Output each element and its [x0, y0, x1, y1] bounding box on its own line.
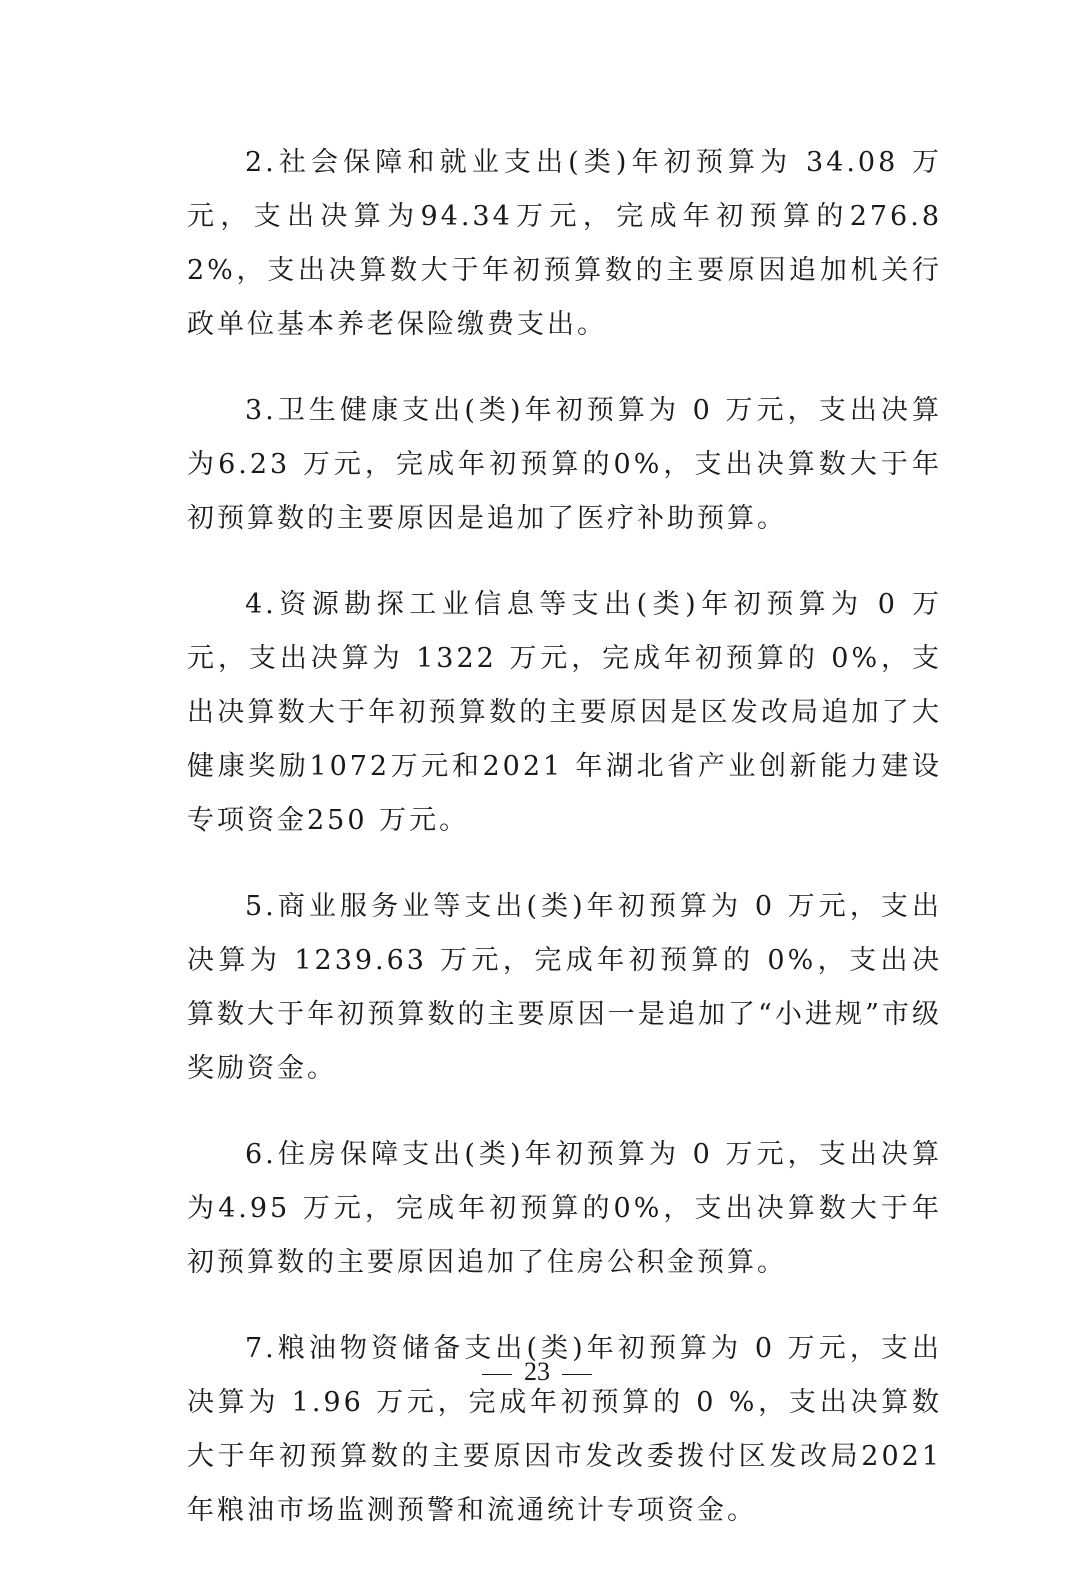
paragraph-health: 3.卫生健康支出(类)年初预算为 0 万元，支出决算为6.23 万元，完成年初预算的0%，支出决算数大于年初预算数的主要原因是追加了医疗补助预算。 [187, 395, 942, 534]
page-number: 23 [524, 1357, 550, 1386]
left-dash [482, 1374, 512, 1375]
document-body [187, 136, 942, 1570]
paragraph-commerce-services: 5.商业服务业等支出(类)年初预算为 0 万元，支出决算为 1239.63 万元，完成年初预算的 0%，支出决算数大于年初预算数的主要原因一是追加了“小进规”市级奖励资金。 [187, 891, 942, 1084]
paragraph-resources-industry: 4.资源勘探工业信息等支出(类)年初预算为 0 万元，支出决算为 1322 万元，完成年初预算的 0%，支出决算数大于年初预算数的主要原因是区发改局追加了大健康奖励1072万元和2021 年湖北省产业创新能力建设专项资金250 万元。 [187, 589, 942, 836]
paragraph-housing: 6.住房保障支出(类)年初预算为 0 万元，支出决算为4.95 万元，完成年初预算的0%，支出决算数大于年初预算数的主要原因追加了住房公积金预算。 [187, 1139, 942, 1278]
right-dash [562, 1374, 592, 1375]
paragraph-social-security: 2.社会保障和就业支出(类)年初预算为 34.08 万元，支出决算为94.34万元，完成年初预算的276.82%，支出决算数大于年初预算数的主要原因追加机关行政单位基本养老保险缴费支出。 [187, 147, 942, 340]
paragraph-grain-reserves: 7.粮油物资储备支出(类)年初预算为 0 万元，支出决算为 1.96 万元，完成年初预算的 0 %，支出决算数大于年初预算数的主要原因市发改委拨付区发改局2021年粮油市场监测预警和流通统计专项资金。 [187, 1333, 942, 1526]
page-footer [0, 1357, 1074, 1387]
